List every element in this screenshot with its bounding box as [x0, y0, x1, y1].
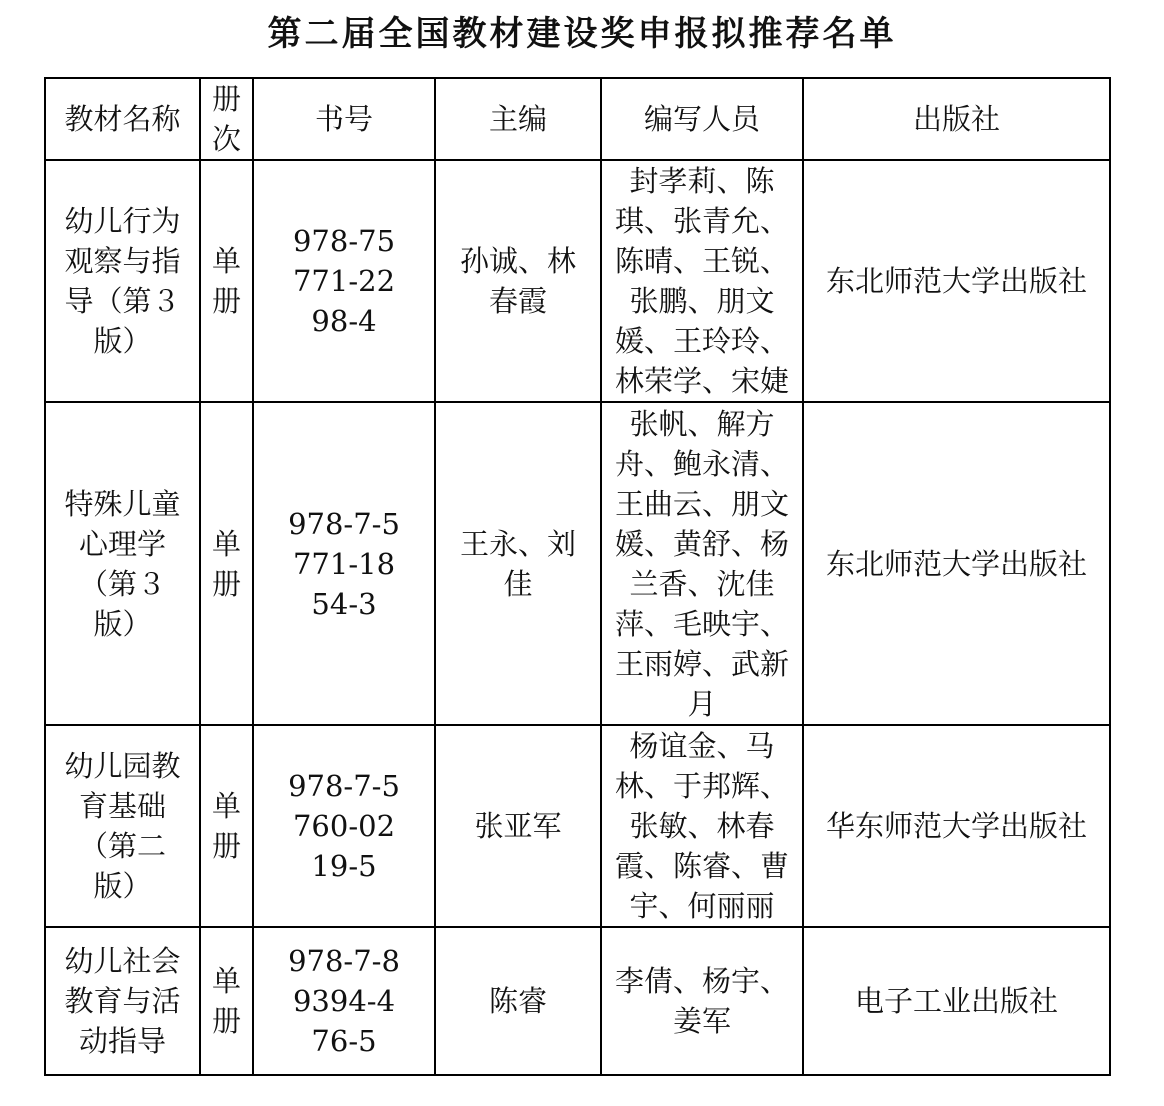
header-textbook-name: 教材名称 — [45, 78, 200, 160]
cell-volume: 单册 — [200, 402, 253, 725]
cell-isbn: 978-7-5760-0219-5 — [253, 725, 435, 927]
cell-writers: 封孝莉、陈琪、张青允、陈晴、王锐、张鹏、朋文媛、王玲玲、林荣学、宋婕 — [601, 160, 803, 402]
header-writers: 编写人员 — [601, 78, 803, 160]
cell-writers: 杨谊金、马林、于邦辉、张敏、林春霞、陈睿、曹宇、何丽丽 — [601, 725, 803, 927]
header-isbn: 书号 — [253, 78, 435, 160]
cell-isbn: 978-75771-2298-4 — [253, 160, 435, 402]
table-row — [45, 927, 1110, 1075]
table-header-row — [45, 78, 1110, 160]
table-row — [45, 725, 1110, 927]
cell-publisher: 东北师范大学出版社 — [803, 402, 1110, 725]
cell-isbn: 978-7-89394-476-5 — [253, 927, 435, 1075]
header-publisher: 出版社 — [803, 78, 1110, 160]
cell-textbook-name: 幼儿行为观察与指导（第３版） — [45, 160, 200, 402]
cell-publisher: 电子工业出版社 — [803, 927, 1110, 1075]
cell-writers: 李倩、杨宇、姜军 — [601, 927, 803, 1075]
table-row — [45, 160, 1110, 402]
cell-publisher: 东北师范大学出版社 — [803, 160, 1110, 402]
table-row — [45, 402, 1110, 725]
cell-textbook-name: 幼儿园教育基础（第二版） — [45, 725, 200, 927]
cell-volume: 单册 — [200, 725, 253, 927]
cell-textbook-name: 特殊儿童心理学（第３版） — [45, 402, 200, 725]
cell-chief-editor: 张亚军 — [435, 725, 601, 927]
cell-chief-editor: 孙诚、林春霞 — [435, 160, 601, 402]
cell-chief-editor: 王永、刘佳 — [435, 402, 601, 725]
cell-writers: 张帆、解方舟、鲍永清、王曲云、朋文媛、黄舒、杨兰香、沈佳萍、毛映宇、王雨婷、武新月 — [601, 402, 803, 725]
cell-isbn: 978-7-5771-1854-3 — [253, 402, 435, 725]
cell-chief-editor: 陈睿 — [435, 927, 601, 1075]
cell-volume: 单册 — [200, 927, 253, 1075]
header-volume: 册次 — [200, 78, 253, 160]
cell-textbook-name: 幼儿社会教育与活动指导 — [45, 927, 200, 1075]
header-chief-editor: 主编 — [435, 78, 601, 160]
cell-publisher: 华东师范大学出版社 — [803, 725, 1110, 927]
page-title: 第二届全国教材建设奖申报拟推荐名单 — [267, 14, 897, 54]
cell-volume: 单册 — [200, 160, 253, 402]
recommendation-table — [44, 77, 1111, 1076]
